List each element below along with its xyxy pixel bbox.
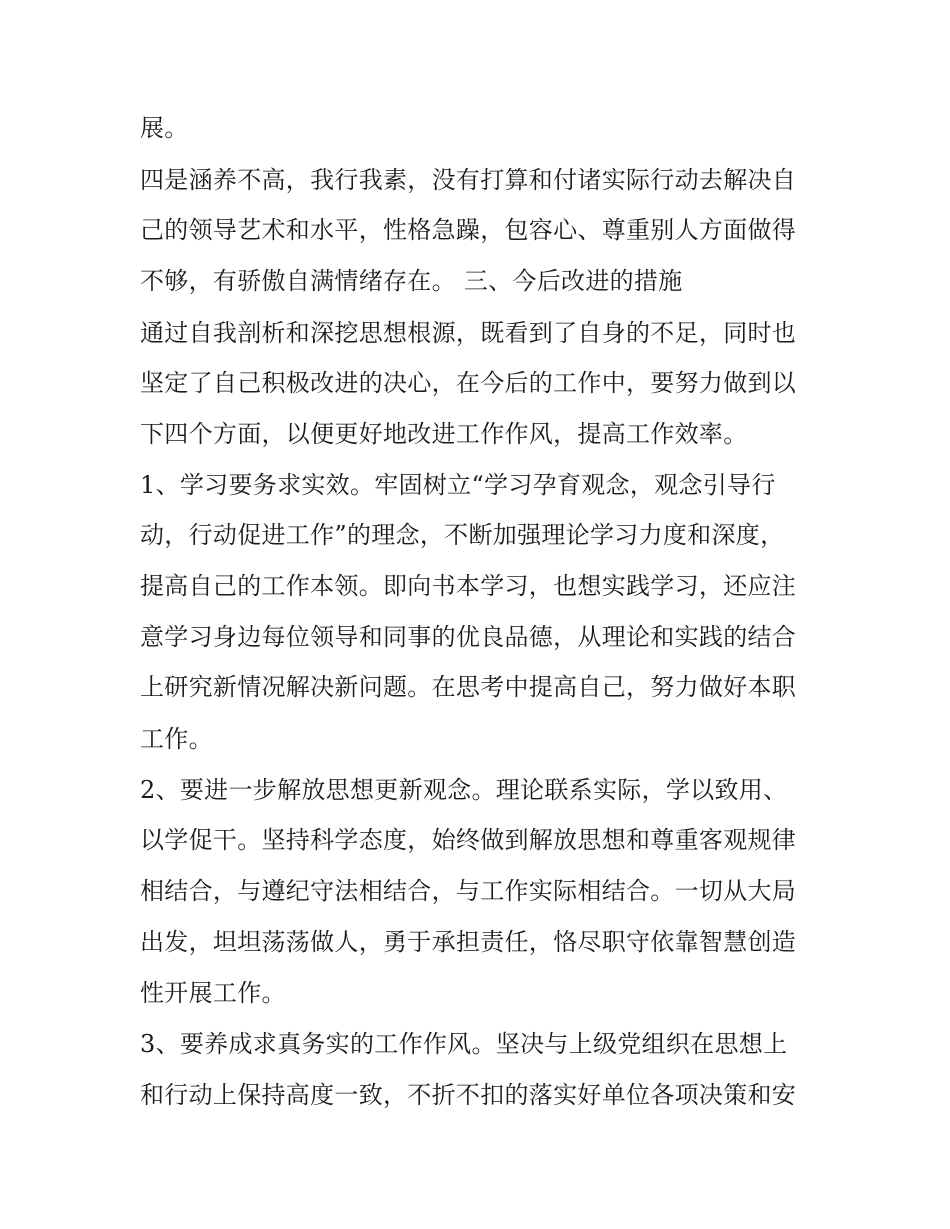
text-line: 提高自己的工作本领。即向书本学习，也想实践学习，还应注 bbox=[140, 572, 797, 600]
text-line: 上研究新情况解决新问题。在思考中提高自己，努力做好本职 bbox=[140, 673, 797, 701]
text-line: 展。 bbox=[140, 114, 189, 142]
text-line: 动，行动促进工作”的理念，不断加强理论学习力度和深度， bbox=[140, 521, 785, 549]
text-line: 性开展工作。 bbox=[140, 979, 286, 1007]
text-line: 工作。 bbox=[140, 725, 213, 753]
text-line: 2、要进一步解放思想更新观念。理论联系实际，学以致用、 bbox=[140, 776, 788, 804]
text-line: 出发，坦坦荡荡做人，勇于承担责任，恪尽职守依靠智慧创造 bbox=[140, 928, 797, 956]
text-line: 通过自我剖析和深挖思想根源，既看到了自身的不足，同时也 bbox=[140, 319, 797, 347]
text-line: 以学促干。坚持科学态度，始终做到解放思想和尊重客观规律 bbox=[140, 826, 797, 854]
text-line: 四是涵养不高，我行我素，没有打算和付诸实际行动去解决自 bbox=[140, 166, 797, 194]
text-line: 下四个方面，以便更好地改进工作作风，提高工作效率。 bbox=[140, 420, 748, 448]
text-line: 1、学习要务求实效。牢固树立“学习孕育观念，观念引导行 bbox=[140, 471, 776, 499]
text-line: 相结合，与遵纪守法相结合，与工作实际相结合。一切从大局 bbox=[140, 877, 797, 905]
text-line: 坚定了自己积极改进的决心，在今后的工作中，要努力做到以 bbox=[140, 369, 797, 397]
text-line: 意学习身边每位领导和同事的优良品德，从理论和实践的结合 bbox=[140, 623, 797, 651]
text-line: 3、要养成求真务实的工作作风。坚决与上级党组织在思想上 bbox=[140, 1030, 788, 1058]
text-line: 己的领导艺术和水平，性格急躁，包容心、尊重别人方面做得 bbox=[140, 216, 797, 244]
text-line: 不够，有骄傲自满情绪存在。 三、今后改进的措施 bbox=[140, 267, 683, 295]
text-line: 和行动上保持高度一致，不折不扣的落实好单位各项决策和安 bbox=[140, 1081, 797, 1109]
